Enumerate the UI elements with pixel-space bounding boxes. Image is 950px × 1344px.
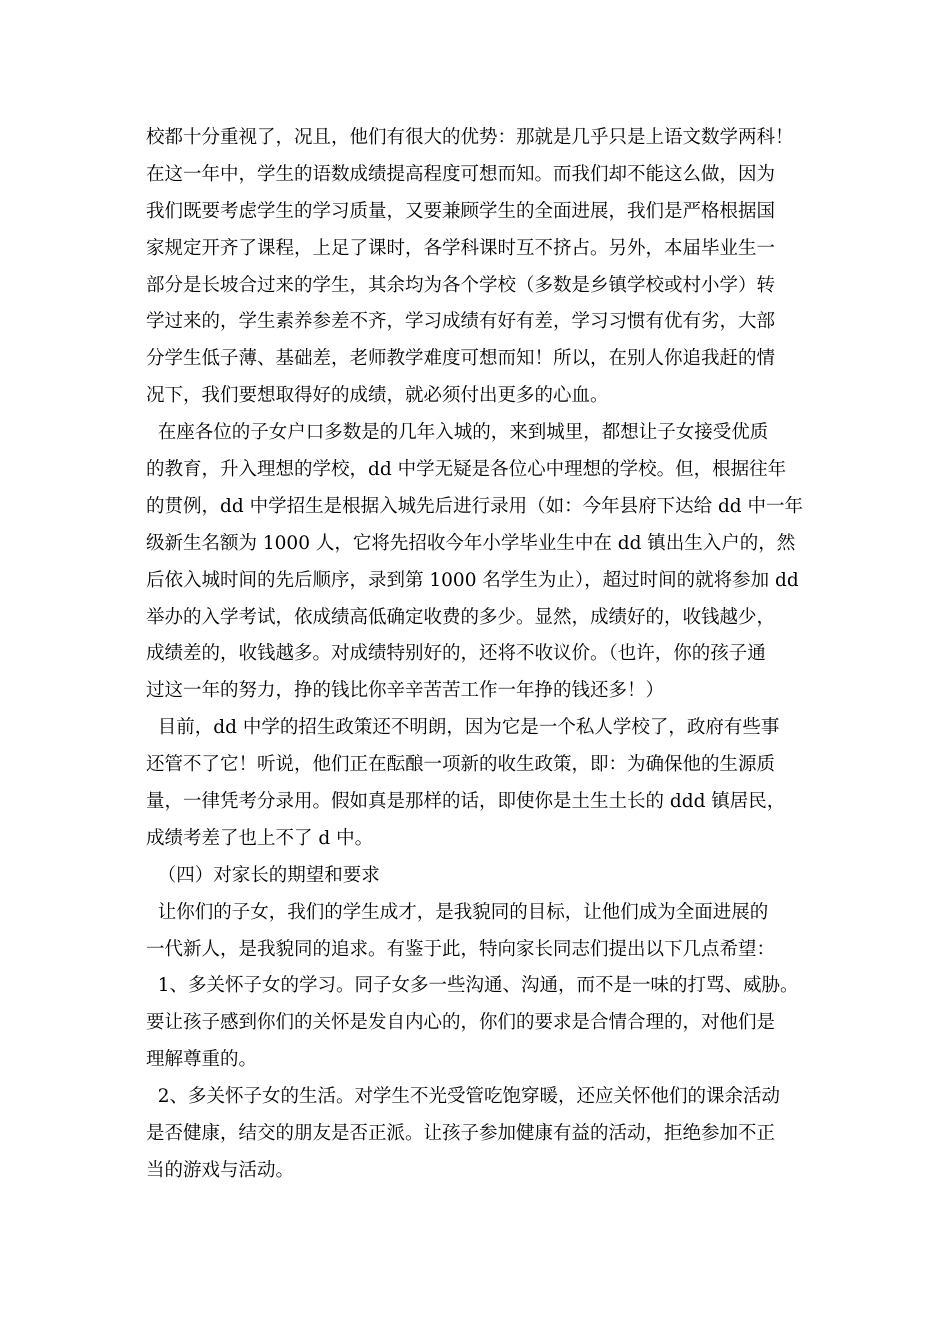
- text-line: 要让孩子感到你们的关怀是发自内心的，你们的要求是合情合理的，对他们是: [146, 1012, 776, 1034]
- text-line: 学过来的，学生素养参差不齐，学习成绩有好有差，学习习惯有优有劣，大部: [146, 311, 776, 333]
- text-line: 量，一律凭考分录用。假如真是那样的话，即使你是土生土长的 ddd 镇居民，: [146, 791, 786, 813]
- text-line: 举办的入学考试，依成绩高低确定收费的多少。显然，成绩好的，收钱越少，: [146, 606, 776, 628]
- text-line: 还管不了它！听说，他们正在酝酿一项新的收生政策，即：为确保他的生源质: [146, 754, 776, 776]
- text-line: 目前，dd 中学的招生政策还不明朗，因为它是一个私人学校了，政府有些事: [146, 717, 780, 739]
- text-line: 2、多关怀子女的生活。对学生不光受管吃饱穿暖，还应关怀他们的课余活动: [146, 1086, 781, 1108]
- text-line: 家规定开齐了课程，上足了课时，各学科课时互不挤占。另外，本届毕业生一: [146, 237, 776, 259]
- text-line: 我们既要考虑学生的学习质量，又要兼顾学生的全面进展，我们是严格根据国: [146, 200, 776, 222]
- text-line: 分学生低子薄、基础差，老师教学难度可想而知！所以，在别人你追我赶的情: [146, 348, 776, 370]
- body-text: [146, 120, 836, 1190]
- section-heading: （四）对家长的期望和要求: [146, 864, 380, 886]
- text-line: 况下，我们要想取得好的成绩，就必须付出更多的心血。: [146, 385, 609, 407]
- text-line: 过这一年的努力，挣的钱比你辛辛苦苦工作一年挣的钱还多！）: [146, 680, 665, 702]
- text-line: 在这一年中，学生的语数成绩提高程度可想而知。而我们却不能这么做，因为: [146, 163, 776, 185]
- text-line: 成绩差的，收钱越多。对成绩特别好的，还将不收议价。（也许，你的孩子通: [146, 643, 766, 665]
- text-line: 成绩考差了也上不了 d 中。: [146, 827, 374, 849]
- text-line: 部分是长坡合过来的学生，其余均为各个学校（多数是乡镇学校或村小学）转: [146, 274, 776, 296]
- text-line: 校都十分重视了，况且，他们有很大的优势：那就是几乎只是上语文数学两科！: [146, 127, 794, 148]
- text-line: 1、多关怀子女的学习。同子女多一些沟通、沟通，而不是一味的打骂、威胁。: [146, 975, 799, 997]
- text-line: 当的游戏与活动。: [146, 1159, 295, 1181]
- text-line: 后依入城时间的先后顺序，录到第 1000 名学生为止），超过时间的就将参加 dd: [146, 569, 799, 591]
- text-line: 在座各位的子女户口多数是的几年入城的，来到城里，都想让子女接受优质: [146, 422, 769, 444]
- text-line: 的教育，升入理想的学校，dd 中学无疑是各位心中理想的学校。但，根据往年: [146, 459, 787, 481]
- text-line: 一代新人，是我貌同的追求。有鉴于此，特向家长同志们提出以下几点希望：: [146, 938, 776, 960]
- text-line: 让你们的子女，我们的学生成才，是我貌同的目标，让他们成为全面进展的: [146, 901, 769, 923]
- text-line: 级新生名额为 1000 人，它将先招收今年小学毕业生中在 dd 镇出生入户的，然: [146, 532, 796, 554]
- text-line: 是否健康，结交的朋友是否正派。让孩子参加健康有益的活动，拒绝参加不正: [146, 1123, 776, 1145]
- text-line: 理解尊重的。: [146, 1049, 258, 1071]
- text-line: 的贯例，dd 中学招生是根据入城先后进行录用（如：今年县府下达给 dd 中一年: [146, 495, 804, 517]
